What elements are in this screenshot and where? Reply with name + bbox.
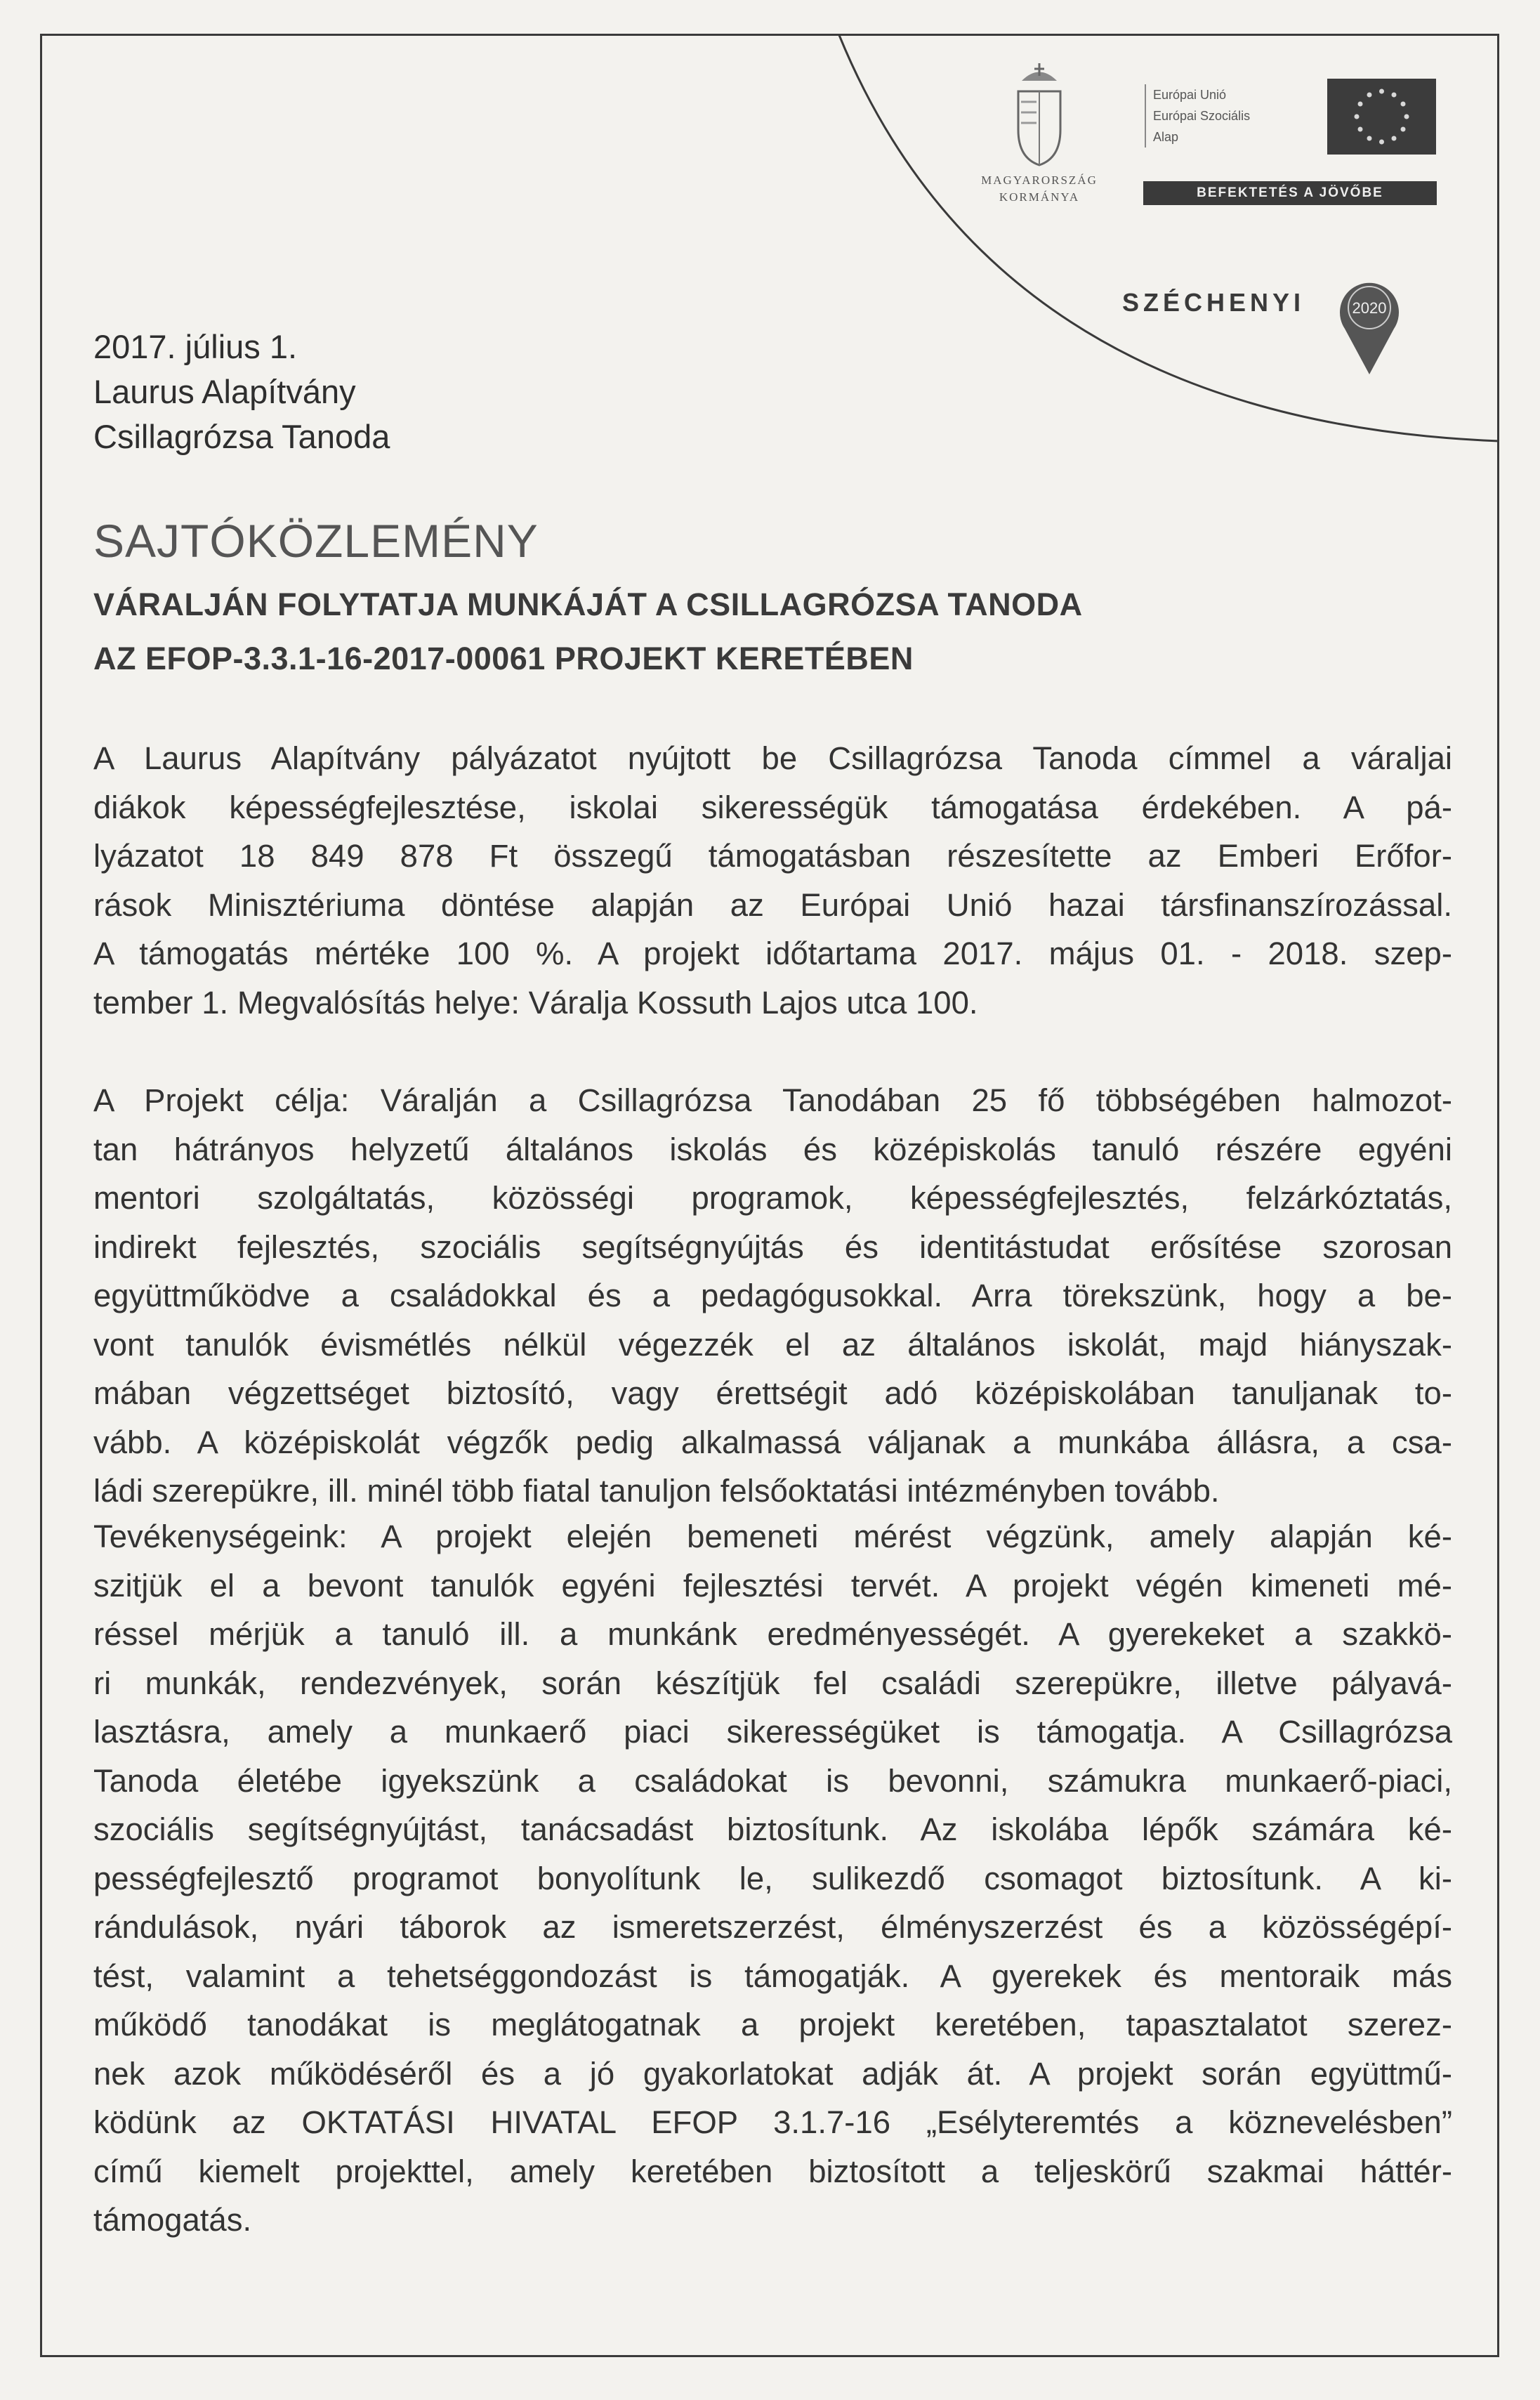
paragraph-line: rások Minisztériuma döntése alapján az Európai Unió hazai társfinanszírozással. bbox=[93, 886, 1452, 923]
eu-line1: Európai Unió bbox=[1153, 88, 1227, 102]
paragraph-line: tember 1. Megvalósítás helye: Váralja Kossuth Lajos utca 100. bbox=[93, 984, 978, 1021]
paragraph-line: ködünk az OKTATÁSI HIVATAL EFOP 3.1.7-16 „Esélyteremtés a köznevelésben” bbox=[93, 2104, 1452, 2140]
paragraph-line: szitjük el a bevont tanulók egyéni fejlesztési tervét. A projekt végén kimeneti mé- bbox=[93, 1567, 1452, 1604]
paragraph-line: tan hátrányos helyzetű általános iskolás és középiskolás tanuló részére egyéni bbox=[93, 1131, 1452, 1167]
paragraph-line: ládi szerepükre, ill. minél több fiatal tanuljon felsőoktatási intézményben tovább. bbox=[93, 1473, 1220, 1509]
paragraph-line: működő tanodákat is meglátogatnak a projekt keretében, tapasztalatot szerez- bbox=[93, 2007, 1452, 2042]
subtitle-line-1: VÁRALJÁN FOLYTATJA MUNKÁJÁT A CSILLAGRÓZSA TANODA bbox=[93, 586, 1083, 622]
paragraph-line: réssel mérjük a tanuló ill. a munkánk eredményességét. A gyerekeket a szakkö- bbox=[93, 1616, 1452, 1652]
paragraph-line: diákok képességfejlesztése, iskolai sikerességük támogatása érdekében. A pá- bbox=[93, 789, 1452, 825]
szechenyi-year: 2020 bbox=[1352, 299, 1387, 317]
unit-name: Csillagrózsa Tanoda bbox=[93, 418, 390, 455]
paragraph-line: mentori szolgáltatás, közösségi programok, képességfejlesztés, felzárkóztatás, bbox=[93, 1180, 1452, 1216]
subtitle-line-2: AZ EFOP-3.3.1-16-2017-00061 PROJEKT KERETÉBEN bbox=[93, 641, 914, 676]
paragraph-2 bbox=[93, 1076, 1452, 1516]
paragraph-line: lasztásra, amely a munkaerő piaci sikerességüket is támogatja. A Csillagrózsa bbox=[93, 1714, 1452, 1750]
paragraph-line: tést, valamint a tehetséggondozást is támogatják. A gyerekek és mentoraik más bbox=[93, 1958, 1452, 1994]
paragraph-line: rándulások, nyári táborok az ismeretszerzést, élményszerzést és a közösségépí- bbox=[93, 1909, 1452, 1945]
gov-text-line1: MAGYARORSZÁG bbox=[981, 173, 1098, 187]
paragraph-line: mában végzettséget biztosító, vagy érettségit adó középiskolában tanuljanak to- bbox=[93, 1375, 1452, 1411]
paragraph-1 bbox=[93, 734, 1452, 1027]
organization-name: Laurus Alapítvány bbox=[93, 373, 356, 410]
paragraph-line: támogatás. bbox=[93, 2202, 252, 2238]
eu-line3: Alap bbox=[1153, 130, 1179, 144]
gov-text-line2: KORMÁNYA bbox=[999, 190, 1080, 204]
paragraph-line: A Laurus Alapítvány pályázatot nyújtott be Csillagrózsa Tanoda címmel a váraljai bbox=[93, 740, 1452, 776]
paragraph-line: vább. A középiskolát végzők pedig alkalmassá váljanak a munkába állásra, a csa- bbox=[93, 1424, 1452, 1460]
eu-line2: Európai Szociális bbox=[1153, 109, 1251, 123]
paragraph-line: ri munkák, rendezvények, során készítjük fel családi szerepükre, illetve pályavá- bbox=[93, 1665, 1452, 1701]
paragraph-line: Tanoda életébe igyekszünk a családokat is bevonni, számukra munkaerő-piaci, bbox=[93, 1762, 1452, 1799]
paragraph-line: nek azok működéséről és a jó gyakorlatokat adják át. A projekt során együttmű- bbox=[93, 2055, 1452, 2092]
paragraph-line: című kiemelt projekttel, amely keretében biztosított a teljeskörű szakmai háttér- bbox=[93, 2153, 1452, 2189]
paragraph-line: együttműködve a családokkal és a pedagógusokkal. Arra törekszünk, hogy a be- bbox=[93, 1278, 1452, 1313]
paragraph-line: pességfejlesztő programot bonyolítunk le, sulikezdő csomagot biztosítunk. A ki- bbox=[93, 1860, 1452, 1896]
eu-fund-label bbox=[1145, 84, 1250, 147]
paragraph-line: vont tanulók évismétlés nélkül végezzék el az általános iskolát, majd hiányszak- bbox=[93, 1326, 1452, 1363]
map-pin-icon bbox=[1334, 273, 1404, 378]
hungarian-coat-of-arms-icon bbox=[1011, 63, 1067, 169]
paragraph-line: Tevékenységeink: A projekt elején bemeneti mérést végzünk, amely alapján ké- bbox=[93, 1519, 1452, 1554]
government-logo-text bbox=[945, 172, 1134, 206]
paragraph-3 bbox=[93, 1512, 1452, 2245]
paragraph-line: A Projekt célja: Váralján a Csillagrózsa Tanodában 25 fő többségében halmozot- bbox=[93, 1082, 1452, 1118]
paragraph-line: szociális segítségnyújtást, tanácsadást biztosítunk. Az iskolába lépők számára ké- bbox=[93, 1811, 1452, 1847]
paragraph-line: indirekt fejlesztés, szociális segítségnyújtás és identitástudat erősítése szorosan bbox=[93, 1228, 1452, 1265]
szechenyi-logo-text: SZÉCHENYI bbox=[1122, 288, 1305, 317]
invest-future-banner: BEFEKTETÉS A JÖVŐBE bbox=[1143, 181, 1437, 205]
paragraph-line: lyázatot 18 849 878 Ft összegű támogatásban részesítette az Emberi Erőfor- bbox=[93, 838, 1452, 874]
funding-logos bbox=[913, 49, 1461, 400]
paragraph-line: A támogatás mértéke 100 %. A projekt időtartama 2017. május 01. - 2018. szep- bbox=[93, 936, 1452, 971]
eu-flag-icon bbox=[1327, 79, 1436, 155]
date: 2017. július 1. bbox=[93, 328, 298, 365]
header-info bbox=[93, 324, 390, 459]
page-title: SAJTÓKÖZLEMÉNY bbox=[93, 515, 539, 567]
